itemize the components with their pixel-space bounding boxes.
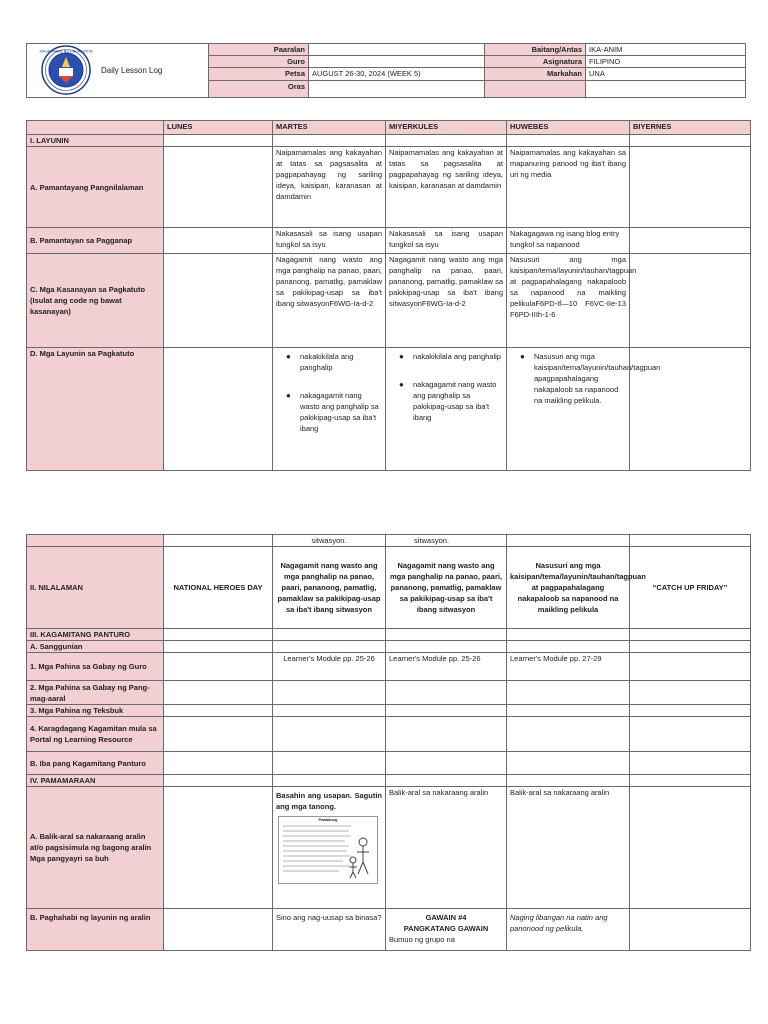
cell-balik-miyerkules: Balik-aral sa nakaraang aralin: [386, 787, 507, 909]
cell-gabay-martes: Learner's Module pp. 25-26: [273, 653, 386, 681]
blank-cell: [630, 717, 751, 752]
blank-cell: [273, 705, 386, 717]
balik-instruction: Basahin ang usapan. Sagutin ang mga tanong.: [276, 791, 382, 811]
cell-nil-martes: Nagagamit nang wasto ang mga panghalip na panao, paari, pananong, pamatlig, pamaklaw sa pakikipag-usap sa iba't ibang sitwasyon: [273, 547, 386, 629]
page-title: Daily Lesson Log: [101, 66, 163, 75]
blank-cell: [164, 681, 273, 705]
blank-cell: [273, 775, 386, 787]
day-header-miyerkules: MIYERKULES: [386, 121, 507, 135]
objective-text: nakagagamit nang wasto ang panghalip sa pakikipag-usap sa iba't ibang: [300, 391, 379, 433]
cell-nil-biyernes: “CATCH UP FRIDAY”: [630, 547, 751, 629]
bullet-icon: ●: [399, 380, 404, 389]
cell-d-martes: [273, 348, 386, 471]
cell-cont-miyerkules: sitwasyon.: [386, 535, 507, 547]
blank-cell: [507, 717, 630, 752]
blank-cell: [630, 775, 751, 787]
row-label-teksbuk: 3. Mga Pahina ng Teksbuk: [27, 705, 164, 717]
blank-cell: [630, 535, 751, 547]
blank-cell: [630, 909, 751, 951]
thumbnail-title: Paalaloog: [318, 817, 338, 822]
blank-cell: [164, 705, 273, 717]
day-header-huwebes: HUWEBES: [507, 121, 630, 135]
gawain-subtitle: PANGKATANG GAWAIN: [403, 924, 489, 933]
kasanayan-note: (Isulat ang code ng bawat kasanayan): [30, 296, 122, 316]
cell-c-miyerkules: Nagagamit nang wasto ang mga panghalip na panao, paari, pananong, pamatlig, pamaklaw sa pakikipag-usap sa iba't ibang sitwasyonF6WG-Ia-d-2: [386, 254, 507, 348]
blank-cell: [386, 717, 507, 752]
cell-a-huwebes: Naipamamalas ang kakayahan sa mapanuring panood ng iba't ibang uri ng media: [507, 147, 630, 228]
section-nilalaman: II. NILALAMAN: [27, 547, 164, 629]
blank-cell: [273, 681, 386, 705]
objective-text: Nasusuri ang mga kaisipan/tema/layunin/tauhan/tagpuan apagpapahalagang nakapaloob sa napanood na maikling pelikula.: [534, 352, 661, 405]
blank-cell: [164, 752, 273, 775]
blank-cell: [507, 535, 630, 547]
cell-a-miyerkules: Naipamamalas ang kakayahan at tatas sa pagsasalita at pagpapahayag ng sariling ideya, kaisipan, karanasan at damdamin: [386, 147, 507, 228]
asignatura-label: Asignatura: [485, 56, 586, 68]
reading-lines-icon: [279, 822, 375, 880]
objective-list: [389, 351, 503, 423]
row-label-kasanayan: [27, 254, 164, 348]
cell-gabay-huwebes: Learner's Module pp. 27-29: [507, 653, 630, 681]
row-label-sanggunian: A. Sanggunian: [27, 641, 164, 653]
day-header-martes: MARTES: [273, 121, 386, 135]
objective-list: [510, 351, 661, 406]
day-header-lunes: LUNES: [164, 121, 273, 135]
header-table: [26, 43, 746, 98]
petsa-field[interactable]: AUGUST 26-30, 2024 (WEEK 5): [309, 68, 485, 80]
blank-cell: [27, 535, 164, 547]
blank-cell: [630, 641, 751, 653]
section-kagamitan: III. KAGAMITANG PANTURO: [27, 629, 164, 641]
cell-pagha-huwebes: Naging libangan na natin ang panonood ng pelikula,: [507, 909, 630, 951]
blank-cell: [273, 641, 386, 653]
blank-cell: [507, 629, 630, 641]
paaralan-label: Paaralan: [209, 44, 309, 56]
blank-cell: [164, 787, 273, 909]
cell-nil-miyerkules: Nagagamit nang wasto ang mga panghalip na panao, paari, pananong, pamatlig, pamaklaw sa pakikipag-usap sa iba't ibang sitwasyon: [386, 547, 507, 629]
blank-cell: [164, 535, 273, 547]
blank-cell: [386, 752, 507, 775]
cell-pagha-miyerkules: [386, 909, 507, 951]
day-header-biyernes: BIYERNES: [630, 121, 751, 135]
list-item: [276, 390, 382, 434]
guro-label: Guro: [209, 56, 309, 68]
row-label-mag-aaral: 2. Mga Pahina sa Gabay ng Pang-mag-aaral: [27, 681, 164, 705]
deped-seal-icon: [41, 45, 91, 95]
section-pamamaraan: IV. PAMAMARAAN: [27, 775, 164, 787]
baitang-field[interactable]: IKA-ANIM: [586, 44, 746, 56]
blank-cell: [386, 775, 507, 787]
blank-cell: [164, 775, 273, 787]
blank-cell: [630, 228, 751, 254]
bullet-icon: ●: [520, 352, 525, 361]
blank-cell: [273, 752, 386, 775]
list-item: [510, 351, 661, 406]
baitang-label: Baitang/Antas: [485, 44, 586, 56]
cell-gabay-miyerkules: Learner's Module pp. 25-26: [386, 653, 507, 681]
objective-text: nakakikilala ang panghalip: [300, 352, 354, 372]
blank-cell: [273, 717, 386, 752]
blank-cell: [630, 135, 751, 147]
blank-cell: [273, 629, 386, 641]
lesson-table-page-1: [26, 120, 751, 471]
blank-cell: [586, 80, 746, 97]
list-item: [389, 351, 503, 362]
row-label-gabay-guro: 1. Mga Pahina sa Gabay ng Guro: [27, 653, 164, 681]
blank-cell: [630, 653, 751, 681]
blank-cell: [164, 147, 273, 228]
blank-cell: [485, 80, 586, 97]
blank-cell: [630, 629, 751, 641]
cell-b-martes: Nakasasali sa isang usapan tungkol sa isyu: [273, 228, 386, 254]
blank-cell: [507, 681, 630, 705]
objective-text: nakagagamit nang wasto ang panghalip sa pakikipag-usap sa iba't ibang: [413, 380, 497, 422]
gawain-text: Bumuo ng grupo na: [389, 935, 455, 944]
blank-cell: [164, 254, 273, 348]
oras-label: Oras: [209, 80, 309, 97]
cell-b-miyerkules: Nakasasali sa isang usapan tungkol sa isyu: [386, 228, 507, 254]
petsa-label: Petsa: [209, 68, 309, 80]
guro-field[interactable]: [309, 56, 485, 68]
cell-a-martes: Naipamamalas ang kakayahan at tatas sa pagsasalita at pagpapahayag ng sariling ideya, kaisipan, karanasan at damdamin: [273, 147, 386, 228]
asignatura-field[interactable]: FILIPINO: [586, 56, 746, 68]
objective-text: nakakikilala ang panghalip: [413, 352, 501, 361]
blank-cell: [507, 775, 630, 787]
blank-cell: [164, 348, 273, 471]
blank-cell: [630, 787, 751, 909]
row-label-pamantayang-pangnilalaman: A. Pamantayang Pangnilalaman: [27, 147, 164, 228]
cell-nil-lunes: NATIONAL HEROES DAY: [164, 547, 273, 629]
blank-cell: [164, 653, 273, 681]
row-label-pamantayan-sa-pagganap: B. Pamantayan sa Pagganap: [27, 228, 164, 254]
row-label-layunin-sa-pagkatuto: D. Mga Layunin sa Pagkatuto: [27, 348, 164, 471]
bullet-icon: ●: [399, 352, 404, 361]
bullet-icon: ●: [286, 391, 291, 400]
blank-cell: [386, 135, 507, 147]
blank-cell: [630, 147, 751, 228]
reading-thumbnail: [278, 816, 378, 884]
row-label-iba-pa: B. Iba pang Kagamitang Panturo: [27, 752, 164, 775]
blank-cell: [630, 752, 751, 775]
blank-cell: [386, 641, 507, 653]
bullet-icon: ●: [286, 352, 291, 361]
blank-cell: [630, 681, 751, 705]
blank-cell: [164, 909, 273, 951]
row-label-balik-aral: A. Balik-aral sa nakaraang aralin at/o pagsisimula ng bagong aralin Mga pangyayri sa buh: [27, 787, 164, 909]
oras-field[interactable]: [309, 80, 485, 97]
paaralan-field[interactable]: [309, 44, 485, 56]
markahan-label: Markahan: [485, 68, 586, 80]
cell-d-miyerkules: [386, 348, 507, 471]
lesson-table-page-2: [26, 534, 751, 951]
blank-cell: [164, 641, 273, 653]
blank-cell: [630, 254, 751, 348]
cell-nil-huwebes: Nasusuri ang mga kaisipan/tema/layunin/tauhan/tagpuan at pagpapahalagang nakapaloob sa napanood na maikling pelikula: [507, 547, 630, 629]
cell-c-huwebes: Nasusuri ang mga kaisipan/tema/layunin/tauhan/tagpuan at pagpapahalagang nakapaloob sa napanood na maikling pelikulaF6PD-If—10 F6VC-IIe-13 F6PD-IIIh-1-6: [507, 254, 630, 348]
list-item: [389, 379, 503, 423]
gawain-title: GAWAIN #4: [425, 913, 467, 922]
cell-pagha-martes: Sino ang nag-uusap sa binasa?: [273, 909, 386, 951]
cell-d-huwebes: [507, 348, 661, 471]
row-label-karagdagan: 4. Karagdagang Kagamitan mula sa Portal ng Learning Resource: [27, 717, 164, 752]
cell-balik-huwebes: Balik-aral sa nakaraang aralin: [507, 787, 630, 909]
blank-cell: [507, 705, 630, 717]
kasanayan-title: C. Mga Kasanayan sa Pagkatuto: [30, 285, 146, 294]
blank-cell: [507, 641, 630, 653]
svg-text:KAGAWARAN NG EDUKASYON: KAGAWARAN NG EDUKASYON: [39, 49, 93, 54]
list-item: [276, 351, 382, 373]
blank-cell: [507, 752, 630, 775]
logo-cell: [27, 44, 209, 98]
blank-cell: [164, 228, 273, 254]
blank-cell: [386, 705, 507, 717]
cell-cont-martes: sitwasyon.: [273, 535, 386, 547]
cell-b-huwebes: Nakagagawa ng isang blog entry tungkol sa napanood: [507, 228, 630, 254]
blank-cell: [164, 717, 273, 752]
markahan-field[interactable]: UNA: [586, 68, 746, 80]
blank-cell: [27, 121, 164, 135]
cell-balik-martes: [273, 787, 386, 909]
section-layunin: I. LAYUNIN: [27, 135, 164, 147]
blank-cell: [164, 135, 273, 147]
cell-c-martes: Nagagamit nang wasto ang mga panghalip na panao, paari, pananong, pamatlig, pamaklaw sa pakikipag-usap sa iba't ibang sitwasyonF6WG-Ia-d-2: [273, 254, 386, 348]
blank-cell: [273, 135, 386, 147]
objective-list: [276, 351, 382, 434]
blank-cell: [164, 629, 273, 641]
row-label-paghahabi: B. Paghahabi ng layunin ng aralin: [27, 909, 164, 951]
blank-cell: [386, 681, 507, 705]
blank-cell: [630, 705, 751, 717]
blank-cell: [386, 629, 507, 641]
blank-cell: [507, 135, 630, 147]
